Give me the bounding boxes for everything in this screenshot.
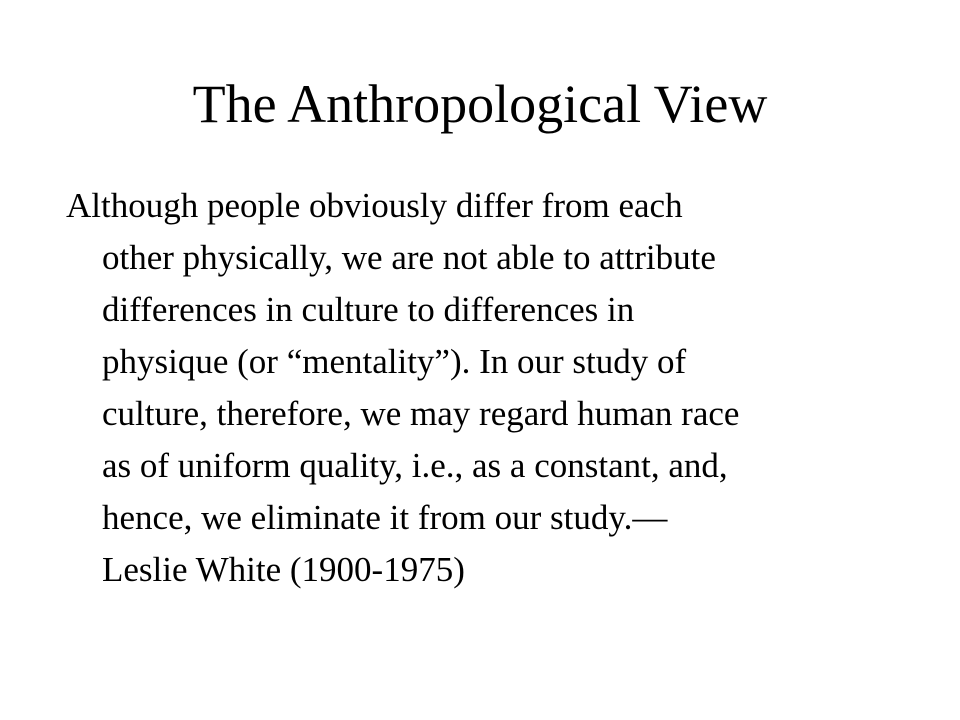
quote-attribution: Leslie White (1900-1975) [102,550,465,589]
slide-title: The Anthropological View [192,74,768,134]
quote-line: other physically, we are not able to attribute [102,238,716,277]
quote-line: Although people obviously differ from each [66,186,683,225]
quote-line: hence, we eliminate it from our study.— [102,498,668,537]
quote-line: culture, therefore, we may regard human race [102,394,740,433]
quote-line: differences in culture to differences in [102,290,635,329]
quote-paragraph [66,180,926,596]
quote-line: as of uniform quality, i.e., as a constant, and, [102,446,728,485]
quote-line: physique (or “mentality”). In our study of [102,342,687,381]
